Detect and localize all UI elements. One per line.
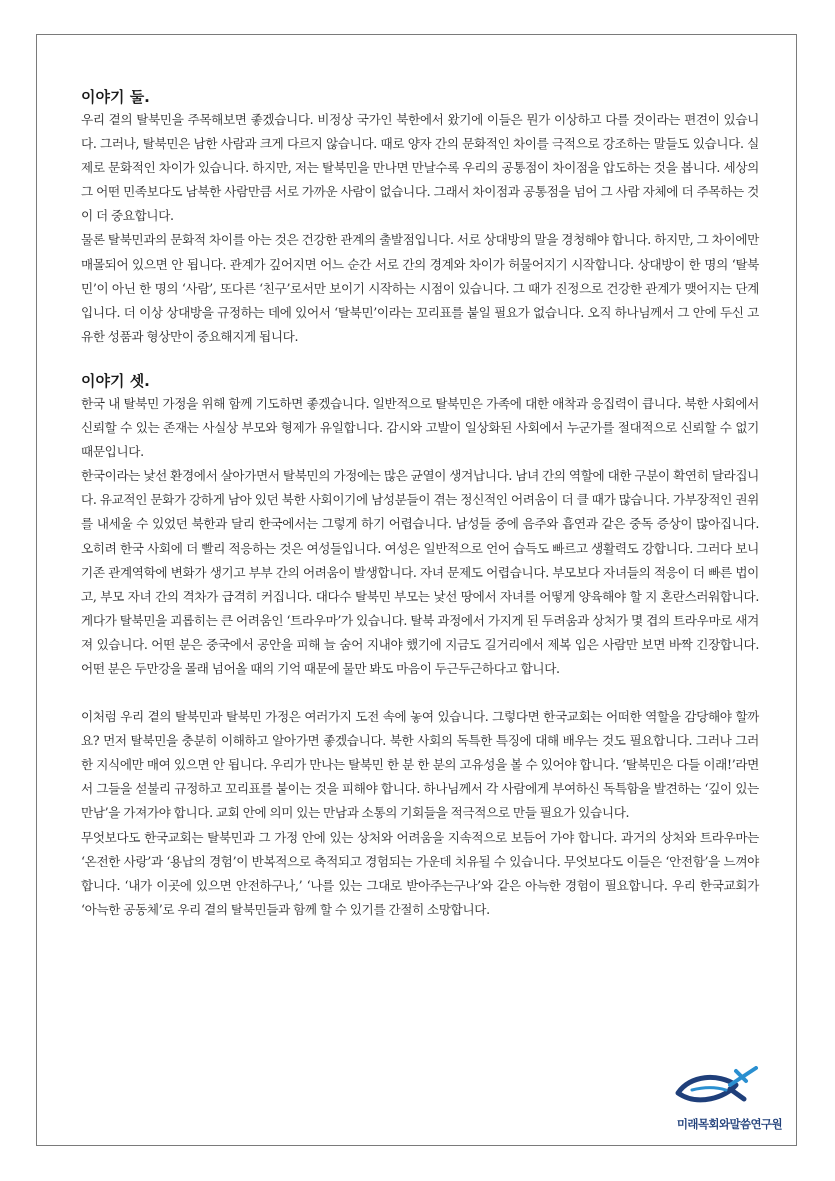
paragraph: 한국이라는 낯선 환경에서 살아가면서 탈북민의 가정에는 많은 균열이 생겨납니다. 남녀 간의 역할에 대한 구분이 확연히 달라집니다. 유교적인 문화가 강하게 남아 있던 북한 사회이기에 남성분들이 겪는 정신적인 어려움이 더 클 때가 많습니다. 가부장적인 권위를 내세울 수 있었던 북한과 달리 한국에서는 그렇게 하기 어렵습니다. 남성들 중에 음주와 흡연과 같은 중독 증상이 많아집니다. 오히려 한국 사회에 더 빨리 적응하는 것은 여성들입니다. 여성은 일반적으로 언어 습득도 빠르고 생활력도 강합니다. 그러다 보니 기존 관계역학에 변화가 생기고 부부 간의 어려움이 발생합니다. 자녀 문제도 어렵습니다. 부모보다 자녀들의 적응이 더 빠른 법이고, 부모 자녀 간의 격차가 급격히 커집니다. 대다수 탈북민 부모는 낯선 땅에서 자녀를 어떻게 양육해야 할 지 혼란스러워합니다. 게다가 탈북민을 괴롭히는 큰 어려움인 ‘트라우마’가 있습니다. 탈북 과정에서 가지게 된 두려움과 상처가 몇 겹의 트라우마로 새겨져 있습니다. 어떤 분은 중국에서 공안을 피해 늘 숨어 지내야 했기에 지금도 길거리에서 제복 입은 사람만 보면 바짝 긴장합니다. 어떤 분은 두만강을 몰래 넘어올 때의 기억 때문에 물만 봐도 마음이 두근두근하다고 합니다. (81, 468, 759, 676)
section-spacer (81, 349, 759, 370)
paragraph: 한국 내 탈북민 가정을 위해 함께 기도하면 좋겠습니다. 일반적으로 탈북민은 가족에 대한 애착과 응집력이 큽니다. 북한 사회에서 신뢰할 수 있는 존재는 사실상 부모와 형제가 유일합니다. 감시와 고발이 일상화된 사회에서 누군가를 절대적으로 신뢰할 수 없기 때문입니다. (81, 395, 759, 460)
section-heading-story-two: 이야기 둘. (81, 88, 150, 106)
fish-cross-icon (674, 1066, 766, 1112)
paragraph: 이처럼 우리 곁의 탈북민과 탈북민 가정은 여러가지 도전 속에 놓여 있습니다. 그렇다면 한국교회는 어떠한 역할을 감당해야 할까요? 먼저 탈북민을 충분히 이해하고 알아가면 좋겠습니다. 북한 사회의 독특한 특징에 대해 배우는 것도 필요합니다. 그러나 그러한 지식에만 매여 있으면 안 됩니다. 우리가 만나는 탈북민 한 분 한 분의 고유성을 볼 수 있어야 합니다. ‘탈북민은 다들 이래!’라면서 그들을 섣불리 규정하고 꼬리표를 붙이는 것을 피해야 합니다. 하나님께서 각 사람에게 부여하신 독특함을 발견하는 ‘깊이 있는 만남’을 가져가야 합니다. 교회 안에 의미 있는 만남과 소통의 기회들을 적극적으로 만들 필요가 있습니다. (81, 709, 759, 821)
publisher-logo (652, 1066, 782, 1134)
article-body (81, 86, 759, 922)
publisher-name: 미래목회와말씀연구원 (676, 1117, 782, 1131)
section-heading-story-three: 이야기 셋. (81, 371, 150, 390)
paragraph: 우리 곁의 탈북민을 주목해보면 좋겠습니다. 비정상 국가인 북한에서 왔기에 이들은 뭔가 이상하고 다를 것이라는 편견이 있습니다. 그러나, 탈북민은 남한 사람과 크게 다르지 않습니다. 때로 양자 간의 문화적인 차이를 극적으로 강조하는 말들도 있습니다. 실제로 문화적인 차이가 있습니다. 하지만, 저는 탈북민을 만나면 만날수록 우리의 공통점이 차이점을 압도하는 것을 봅니다. 세상의 그 어떤 민족보다도 남북한 사람만큼 서로 가까운 사람이 없습니다. 그래서 차이점과 공통점을 넘어 그 사람 자체에 더 주목하는 것이 더 중요합니다. (81, 112, 759, 224)
paragraph: 물론 탈북민과의 문화적 차이를 아는 것은 건강한 관계의 출발점입니다. 서로 상대방의 말을 경청해야 합니다. 하지만, 그 차이에만 매몰되어 있으면 안 됩니다. 관계가 깊어지면 어느 순간 서로 간의 경계와 차이가 허물어지기 시작합니다. 상대방이 한 명의 ‘탈북민’이 아닌 한 명의 ‘사람’, 또다른 ‘친구’로서만 보이기 시작하는 시점이 있습니다. 그 때가 진정으로 건강한 관계가 맺어지는 단계입니다. 더 이상 상대방을 규정하는 데에 있어서 ‘탈북민’이라는 꼬리표를 붙일 필요가 없습니다. 오직 하나님께서 그 안에 두신 고유한 성품과 형상만이 중요해지게 됩니다. (81, 232, 759, 344)
paragraph: 무엇보다도 한국교회는 탈북민과 그 가정 안에 있는 상처와 어려움을 지속적으로 보듬어 가야 합니다. 과거의 상처와 트라우마는 ‘온전한 사랑’과 ‘용납의 경험’이 반복적으로 축적되고 경험되는 가운데 치유될 수 있습니다. 무엇보다도 이들은 ‘안전함’을 느껴야 합니다. ‘내가 이곳에 있으면 안전하구나,’ ‘나를 있는 그대로 받아주는구나’와 같은 아늑한 경험이 필요합니다. 우리 한국교회가 ‘아늑한 공동체’로 우리 곁의 탈북민들과 함께 할 수 있기를 간절히 소망합니다. (81, 829, 759, 917)
section-spacer (81, 681, 759, 705)
